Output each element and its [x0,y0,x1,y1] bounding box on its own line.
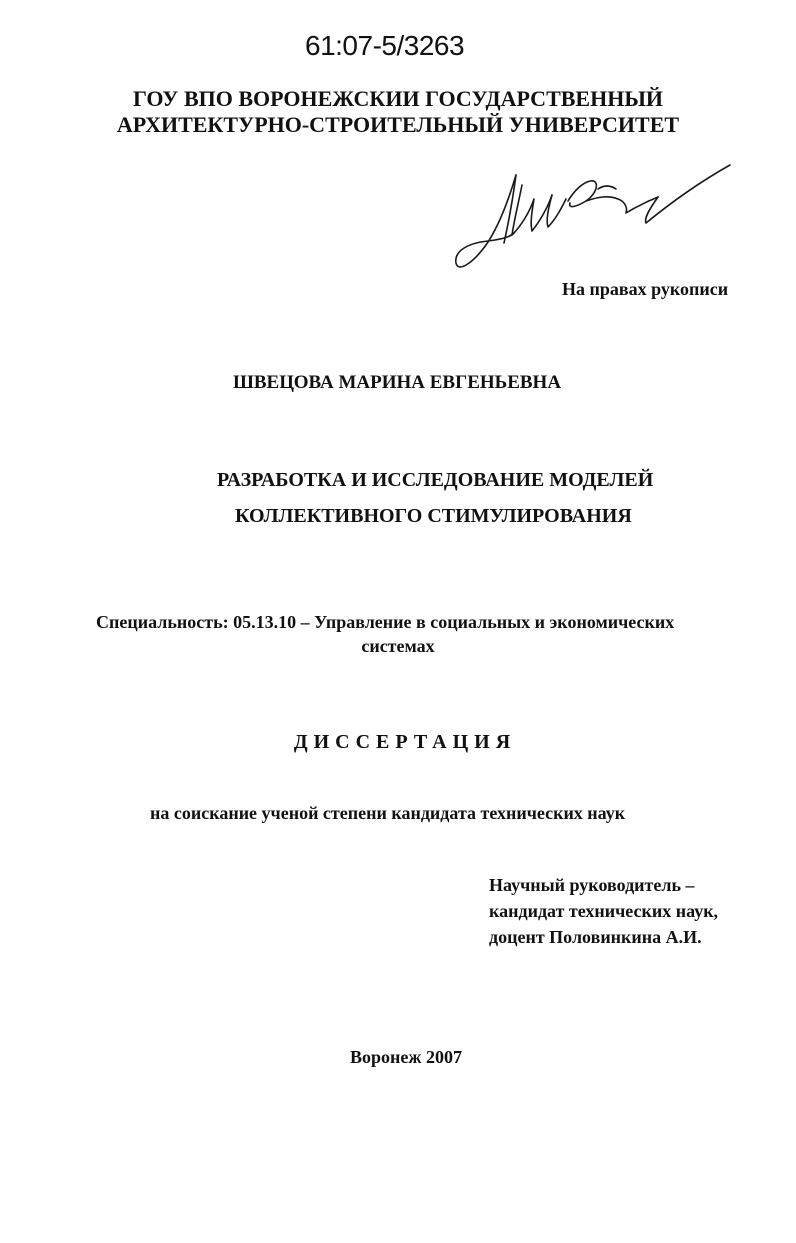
supervisor-line-1: Научный руководитель – [489,875,695,895]
dissertation-title-line-1: РАЗРАБОТКА И ИССЛЕДОВАНИЕ МОДЕЛЕЙ [217,469,654,491]
specialty-line-1: Специальность: 05.13.10 – Управление в социальных и экономических [96,612,675,632]
specialty-line-2: системах [361,636,435,656]
city-year: Воронеж 2007 [350,1047,462,1067]
supervisor-line-2: кандидат технических наук, [489,901,719,921]
document-type: ДИССЕРТАЦИЯ [293,731,517,753]
dissertation-title-line-2: КОЛЛЕКТИВНОГО СТИМУЛИРОВАНИЯ [235,505,632,527]
author-name: ШВЕЦОВА МАРИНА ЕВГЕНЬЕВНА [233,372,562,393]
degree-statement: на соискание ученой степени кандидата технических наук [150,803,626,823]
organization-line-1: ГОУ ВПО ВОРОНЕЖСКИИ ГОСУДАРСТВЕННЫЙ [132,86,664,111]
supervisor-line-3: доцент Половинкина А.И. [489,927,702,947]
catalog-number: 61:07-5/3263 [305,30,465,61]
handwritten-signature [448,155,738,280]
organization-line-2: АРХИТЕКТУРНО-СТРОИТЕЛЬНЫЙ УНИВЕРСИТЕТ [116,112,680,137]
rights-note: На правах рукописи [562,279,729,299]
